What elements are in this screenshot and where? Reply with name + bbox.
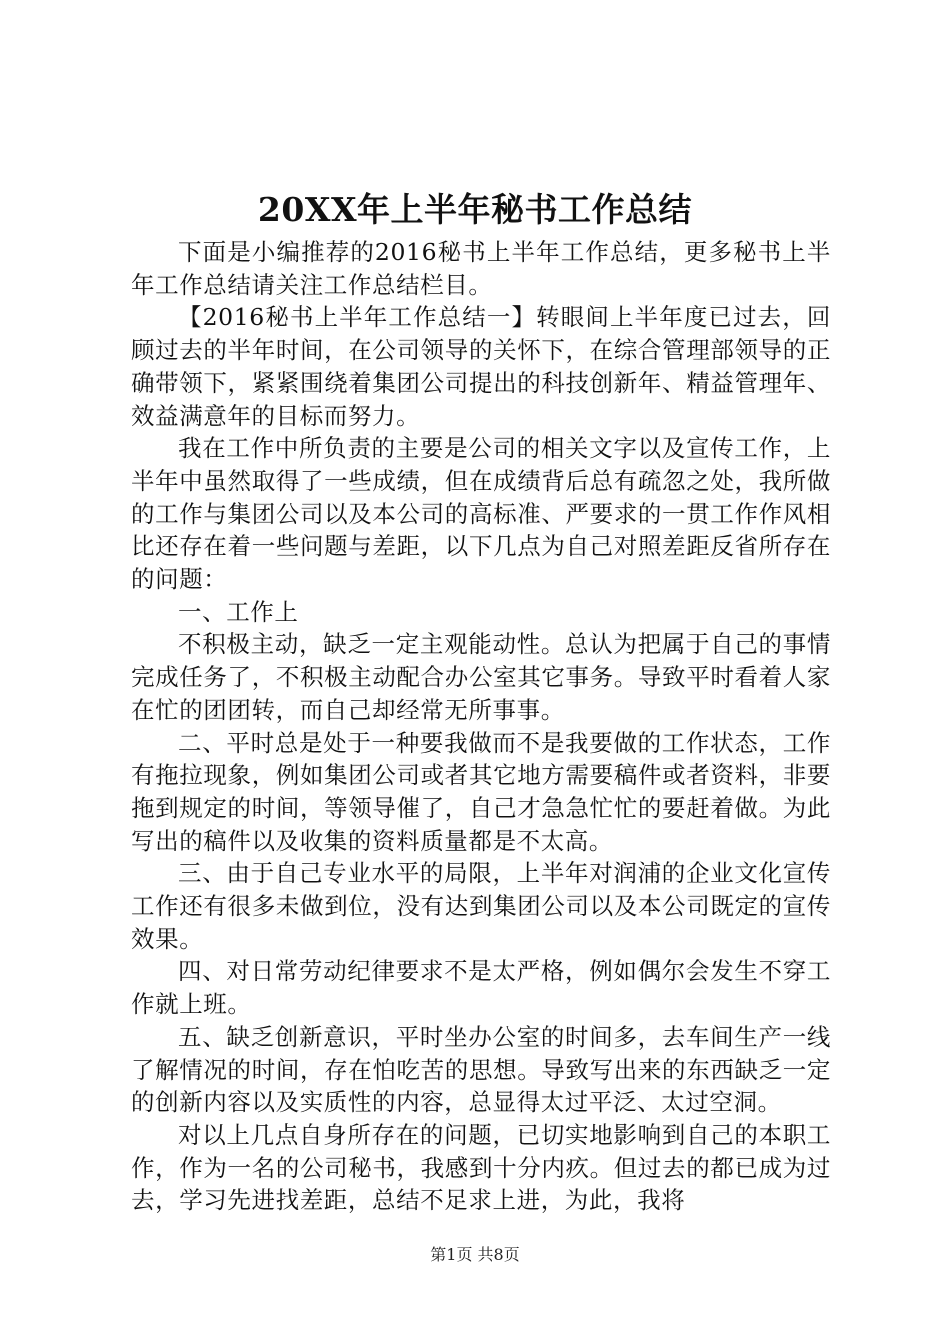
- paragraph: 【2016秘书上半年工作总结一】转眼间上半年度已过去，回顾过去的半年时间，在公司领导的关怀下，在综合管理部领导的正确带领下，紧紧围绕着集团公司提出的科技创新年、精益管理年、效益满意年的目标而努力。: [131, 303, 831, 430]
- paragraph: 下面是小编推荐的2016秘书上半年工作总结，更多秘书上半年工作总结请关注工作总结栏目。: [131, 238, 831, 299]
- paragraph: 二、平时总是处于一种要我做而不是我要做的工作状态，工作有拖拉现象，例如集团公司或者其它地方需要稿件或者资料，非要拖到规定的时间，等领导催了，自己才急急忙忙的要赶着做。为此写出的稿件以及收集的资料质量都是不太高。: [131, 728, 831, 855]
- paragraph: 三、由于自己专业水平的局限，上半年对润浦的企业文化宣传工作还有很多未做到位，没有达到集团公司以及本公司既定的宣传效果。: [131, 859, 831, 953]
- section-heading: 一、工作上: [178, 597, 299, 626]
- paragraph: 对以上几点自身所存在的问题，已切实地影响到自己的本职工作，作为一名的公司秘书，我感到十分内疚。但过去的都已成为过去，学习先进找差距，总结不足求上进，为此，我将: [131, 1120, 831, 1215]
- page-number: 第1页 共8页: [430, 1245, 520, 1264]
- document-body: [131, 236, 831, 1217]
- paragraph: 我在工作中所负责的主要是公司的相关文字以及宣传工作，上半年中虽然取得了一些成绩，但在成绩背后总有疏忽之处，我所做的工作与集团公司以及本公司的高标准、严要求的一贯工作作风相比还存在着一些问题与差距，以下几点为自己对照差距反省所存在的问题：: [131, 434, 831, 594]
- paragraph: 不积极主动，缺乏一定主观能动性。总认为把属于自己的事情完成任务了，不积极主动配合办公室其它事务。导致平时看着人家在忙的团团转，而自己却经常无所事事。: [131, 630, 831, 724]
- document-title: 20XX年上半年秘书工作总结: [257, 190, 693, 229]
- paragraph: 五、缺乏创新意识，平时坐办公室的时间多，去车间生产一线了解情况的时间，存在怕吃苦的思想。导致写出来的东西缺乏一定的创新内容以及实质性的内容，总显得太过平泛、太过空洞。: [131, 1022, 831, 1117]
- paragraph: 四、对日常劳动纪律要求不是太严格，例如偶尔会发生不穿工作就上班。: [131, 957, 831, 1019]
